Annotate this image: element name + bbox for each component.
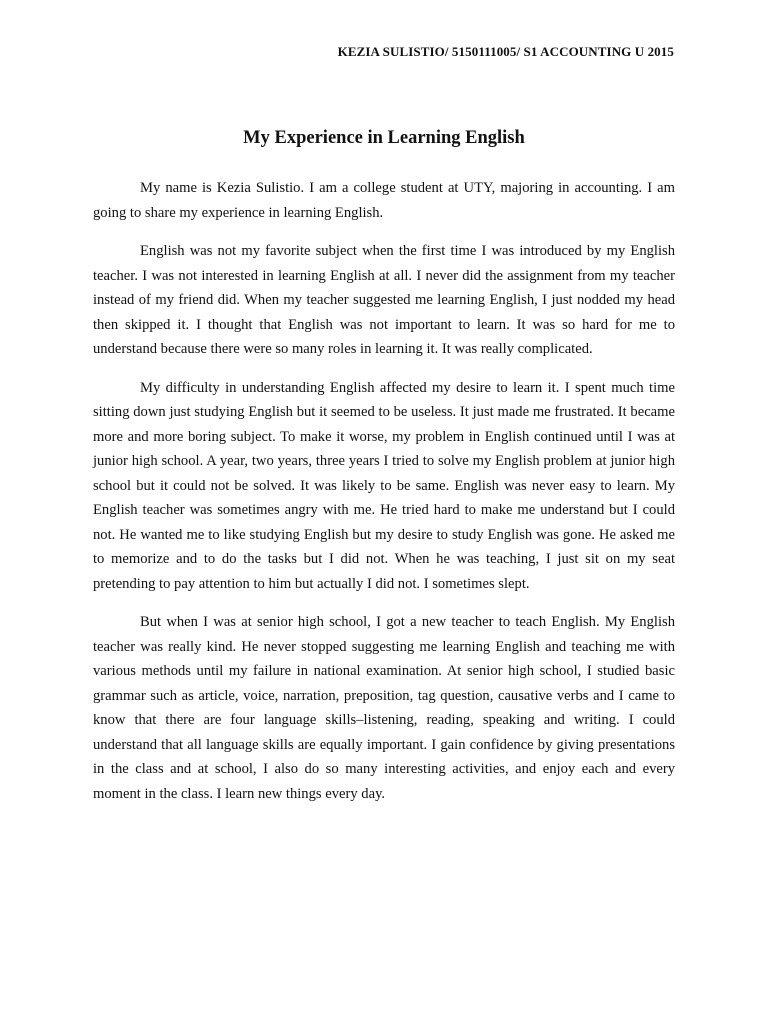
paragraph-senior-high: But when I was at senior high school, I got a new teacher to teach English. My English teacher was really kind. He never stopped suggesting me learning English and teaching me with various methods until my failure in national examination. At senior high school, I studied basic grammar such as article, voice, narration, preposition, tag question, causative verbs and I came to know that there are four language skills–listening, reading, speaking and writing. I could understand that all language skills are equally important. I gain confidence by giving presentations in the class and at school, I also do so many interesting activities, and enjoy each and every moment in the class. I learn new things every day. — [93, 614, 675, 802]
document-body — [93, 176, 675, 820]
paragraph-difficulty: My difficulty in understanding English affected my desire to learn it. I spent much time sitting down just studying English but it seemed to be useless. It just made me frustrated. It became more and more boring subject. To make it worse, my problem in English continued until I was at junior high school. A year, two years, three years I tried to solve my English problem at junior high school but it could not be solved. It was likely to be same. English was never easy to learn. My English teacher was sometimes angry with me. He tried hard to make me understand but I could not. He wanted me to like studying English but my desire to study English was gone. He asked me to memorize and to do the tasks but I did not. When he was teaching, I just sit on my seat pretending to pay attention to him but actually I did not. I sometimes slept. — [93, 379, 675, 592]
paragraph-early-experience: English was not my favorite subject when the first time I was introduced by my English teacher. I was not interested in learning English at all. I never did the assignment from my teacher instead of my friend did. When my teacher suggested me learning English, I just nodded my head then skipped it. I thought that English was not important to learn. It was so hard for me to understand because there were so many roles in learning it. It was really complicated. — [93, 243, 675, 357]
document-title: My Experience in Learning English — [243, 128, 525, 148]
page-header: KEZIA SULISTIO/ 5150111005/ S1 ACCOUNTING U 2015 — [337, 44, 674, 59]
paragraph-intro: My name is Kezia Sulistio. I am a college student at UTY, majoring in accounting. I am going to share my experience in learning English. — [93, 180, 675, 221]
